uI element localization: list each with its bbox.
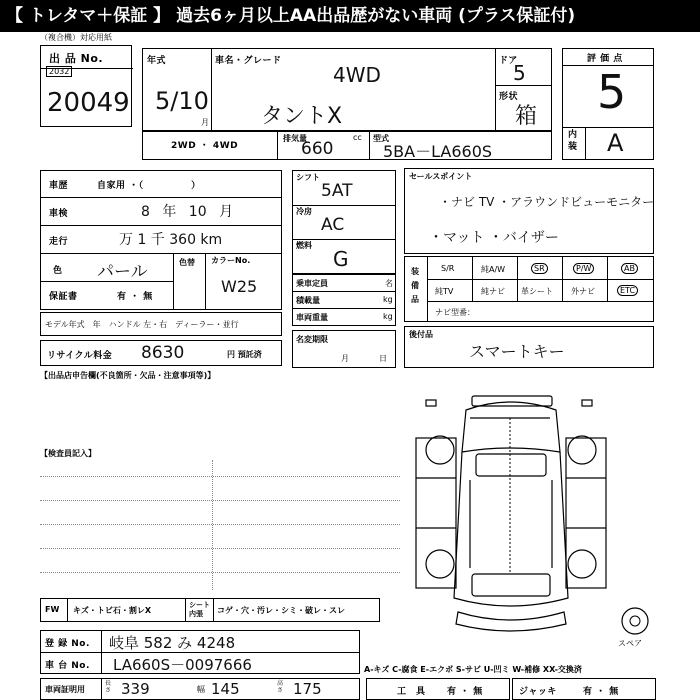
reg-deadline-label: 名変期限 xyxy=(296,335,328,344)
model-code-label: 型式 xyxy=(373,134,389,143)
equip-ab: AB xyxy=(621,263,638,274)
lot-label: 出 品 No. xyxy=(49,52,104,65)
chassis-label: 車 台 No. xyxy=(45,661,90,671)
score-box xyxy=(562,48,654,160)
interior-value: A xyxy=(607,129,624,157)
navi-model-label: ナビ型番： xyxy=(435,308,475,317)
spec-row xyxy=(142,130,552,160)
door-value: 5 xyxy=(513,61,526,85)
fw-row xyxy=(40,598,380,622)
equip-pw: P/W xyxy=(573,263,594,274)
color-value: パール xyxy=(97,262,148,282)
store-notes-label: 【出品店申告欄(不良箇所・欠品・注意事項等)】 xyxy=(40,371,216,380)
fw-label: FW xyxy=(45,605,60,614)
registration-box xyxy=(40,630,360,674)
registration-label: 登 録 No. xyxy=(45,639,90,649)
shift-label: シフト xyxy=(296,173,320,182)
warranty-label: 保証書 xyxy=(49,292,78,302)
weight-unit: kg xyxy=(383,312,393,321)
fuel-label: 燃料 xyxy=(296,241,312,250)
model-year-row xyxy=(40,312,282,336)
shift-value: 5AT xyxy=(321,181,353,201)
model-year-text: モデル年式 年 ハンドル 左・右 ディーラー・並行 xyxy=(45,320,239,329)
tools-value: 有 ・ 無 xyxy=(447,687,483,697)
drive-note: 4WD xyxy=(333,63,381,87)
recycle-value: 8630 xyxy=(141,343,185,363)
equipment-label: 装備品 xyxy=(411,267,419,304)
fuel-value: G xyxy=(333,247,349,271)
sales-line1: ・ナビ TV ・アラウンドビューモニター xyxy=(439,195,655,209)
title-banner: 【 トレタマ＋保証 】 過去6ヶ月以上AA出品歴がない車両 (プラス保証付) xyxy=(0,0,700,32)
year-label: 年式 xyxy=(147,56,167,66)
aftermarket-value: スマートキー xyxy=(469,342,565,361)
model-code-value: 5BA－LA660S xyxy=(383,142,493,161)
capacity-block xyxy=(292,274,396,326)
vehicle-header-box xyxy=(142,48,552,132)
car-damage-diagram xyxy=(410,388,610,642)
color-label: 色 xyxy=(53,266,63,276)
drivetrain-block xyxy=(292,170,396,274)
tools-box xyxy=(366,678,510,700)
height-value: 175 xyxy=(293,680,322,698)
reg-deadline-block xyxy=(292,330,396,368)
score-label: 評 価 点 xyxy=(587,54,623,64)
ac-label: 冷房 xyxy=(296,207,312,216)
shape-value: 箱 xyxy=(515,104,538,129)
jack-value: 有 ・ 無 xyxy=(583,687,619,697)
shape-label: 形状 xyxy=(499,92,519,102)
equip-etc: ETC xyxy=(617,285,638,296)
certificate-row xyxy=(40,678,360,700)
reg-deadline-month: 月 xyxy=(341,354,349,363)
equip-sr: S/R xyxy=(441,264,455,273)
aftermarket-label: 後付品 xyxy=(409,330,433,339)
lot-number: 20049 xyxy=(47,88,130,118)
chassis-value: LA660S－0097666 xyxy=(113,656,252,674)
mileage-value: 万 1 千 360 km xyxy=(119,232,223,248)
equip-sr-circled: SR xyxy=(531,263,548,274)
name-label: 車名・グレード xyxy=(215,56,282,66)
equip-alloy: 純A/W xyxy=(481,265,506,274)
color-change-label: 色替 xyxy=(179,258,195,267)
history-value: 自家用 ・（ ） xyxy=(97,181,201,191)
color-code-label: カラーNo. xyxy=(211,256,251,265)
color-code: W25 xyxy=(221,277,258,296)
sales-points-box xyxy=(404,168,654,254)
reg-deadline-day: 日 xyxy=(379,354,387,363)
aftermarket-box xyxy=(404,326,654,368)
seat-label: シート内張 xyxy=(189,601,210,618)
subheader: （複合機）対応用紙 xyxy=(40,33,112,42)
lot-box xyxy=(40,45,132,127)
interior-label: 内装 xyxy=(568,130,578,152)
drive-text: 2WD ・ 4WD xyxy=(171,141,239,151)
recycle-box xyxy=(40,340,282,366)
inspection-label: 車検 xyxy=(49,209,69,219)
mileage-label: 走行 xyxy=(49,237,69,247)
sales-label: セールスポイント xyxy=(409,172,473,181)
seat-text: コゲ・穴・汚レ・シミ・破レ・スレ xyxy=(217,606,345,615)
capacity-label: 乗車定員 xyxy=(296,279,328,288)
equip-leather: 革シート xyxy=(521,287,553,296)
capacity-unit: 名 xyxy=(385,279,393,288)
displacement-label: 排気量 xyxy=(283,134,307,143)
year-unit: 月 xyxy=(201,118,209,127)
length-label: 長さ xyxy=(105,680,112,694)
score-value: 5 xyxy=(597,65,627,119)
certificate-label: 車両証明用 xyxy=(45,685,85,694)
height-label: 高さ xyxy=(277,680,284,694)
equip-ext-navi: 外ナビ xyxy=(571,287,595,296)
spare-tire-icon xyxy=(620,606,650,636)
recycle-label: リサイクル料金 xyxy=(47,351,113,361)
model-name: タントX xyxy=(261,104,343,129)
door-label: ドア xyxy=(499,56,518,66)
width-value: 145 xyxy=(211,680,240,698)
length-value: 339 xyxy=(121,680,150,698)
jack-box xyxy=(512,678,656,700)
jack-label: ジャッキ xyxy=(519,687,557,697)
sales-line2: ・マット ・バイザー xyxy=(429,230,559,246)
displacement-unit: cc xyxy=(353,133,362,142)
details-block xyxy=(40,170,282,310)
inspector-label: 【検査員記入】 xyxy=(40,449,96,458)
ac-value: AC xyxy=(321,215,345,235)
load-unit: kg xyxy=(383,295,393,304)
history-label: 車歴 xyxy=(49,181,69,191)
width-label: 幅 xyxy=(197,685,205,694)
lot-stamp: 2032 xyxy=(46,66,72,77)
inspection-value: 8 年 10 月 xyxy=(141,204,234,220)
registration-value: 岐阜 582 み 4248 xyxy=(109,634,236,652)
year-value: 5/10 xyxy=(155,87,209,115)
equip-navi: 純ナビ xyxy=(481,287,505,296)
spare-label: スペア xyxy=(618,639,642,648)
fw-text: キズ・トビ石・割レX xyxy=(73,606,152,615)
equipment-box xyxy=(404,256,654,322)
warranty-value: 有 ・ 無 xyxy=(117,292,153,302)
tools-label: 工 具 xyxy=(397,687,426,697)
load-label: 積載量 xyxy=(296,296,320,305)
weight-label: 車両重量 xyxy=(296,313,328,322)
recycle-unit: 円 預託済 xyxy=(227,350,262,359)
damage-legend: A-キズ C-腐食 E-エクボ S-サビ U-凹ミ W-補修 XX-交換済 xyxy=(364,665,582,674)
displacement-value: 660 xyxy=(301,139,334,159)
equip-tv: 純TV xyxy=(435,287,454,296)
